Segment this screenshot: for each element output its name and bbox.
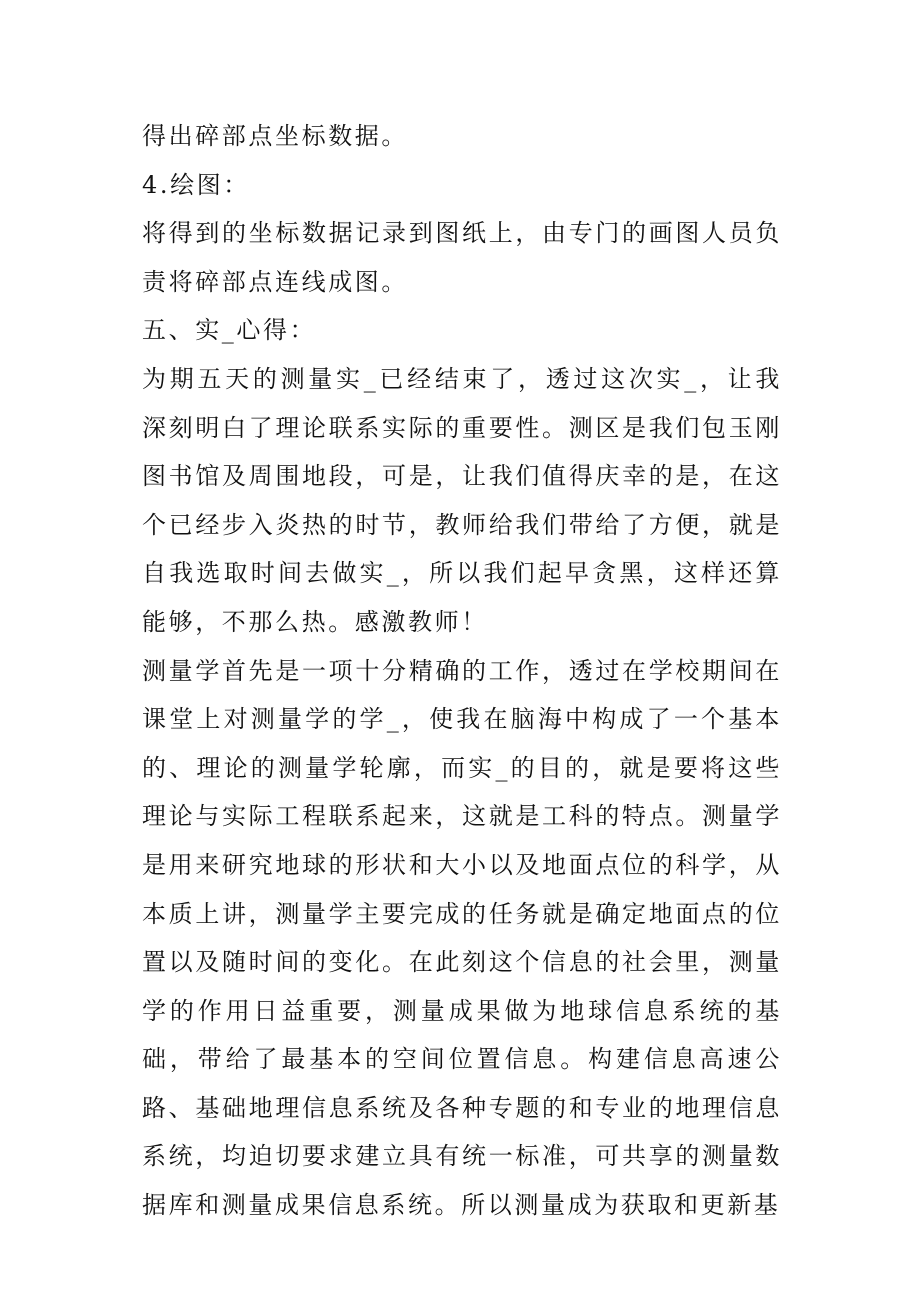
- paragraph-continuation: 得出碎部点坐标数据。: [142, 122, 408, 150]
- section-heading-reflection: 五、实_心得：: [142, 316, 317, 345]
- section-heading-drawing: 4.绘图：: [142, 170, 250, 199]
- paragraph-reflection-1: 为期五天的测量实_已经结束了，透过这次实_，让我深刻明白了理论联系实际的重要性。测区是我们包玉刚图书馆及周围地段，可是，让我们值得庆幸的是，在这个已经步入炎热的时节，教师给我们带给了方便，就是自我选取时间去做实_，所以我们起早贪黑，这样还算能够，不那么热。感激教师！: [142, 364, 782, 636]
- paragraph-drawing: 将得到的坐标数据记录到图纸上，由专门的画图人员负责将碎部点连线成图。: [142, 219, 782, 296]
- document-body: [142, 112, 782, 1230]
- paragraph-reflection-2: 测量学首先是一项十分精确的工作，透过在学校期间在课堂上对测量学的学_，使我在脑海中构成了一个基本的、理论的测量学轮廓，而实_的目的，就是要将这些理论与实际工程联系起来，这就是工科的特点。测量学是用来研究地球的形状和大小以及地面点位的科学，从本质上讲，测量学主要完成的任务就是确定地面点的位置以及随时间的变化。在此刻这个信息的社会里，测量学的作用日益重要，测量成果做为地球信息系统的基础，带给了最基本的空间位置信息。构建信息高速公路、基础地理信息系统及各种专题的和专业的地理信息系统，均迫切要求建立具有统一标准，可共享的测量数据库和测量成果信息系统。所以测量成为获取和更新基: [142, 656, 782, 1220]
